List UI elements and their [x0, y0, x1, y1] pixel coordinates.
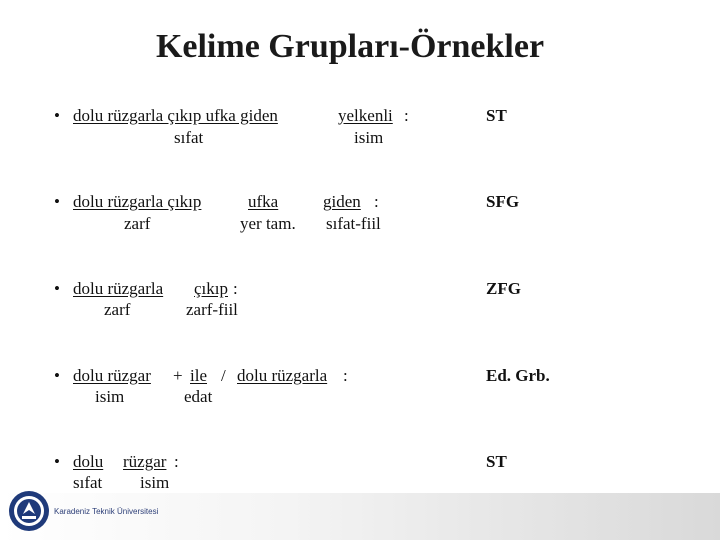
bullet: • — [54, 192, 60, 211]
bullet: • — [54, 452, 60, 471]
phrase-part: dolu rüzgarla — [73, 279, 164, 298]
ktu-seal-icon — [8, 490, 50, 532]
colon: : — [174, 452, 179, 471]
phrase-part: çıkıp — [194, 279, 228, 298]
footer-bar — [0, 493, 720, 540]
pos-label: zarf-fiil — [186, 300, 238, 319]
colon: : — [374, 192, 379, 211]
phrase-part: dolu rüzgar — [73, 366, 151, 385]
pos-label: yer tam. — [240, 214, 296, 233]
phrase-modifier: dolu rüzgarla çıkıp ufka giden — [73, 106, 278, 125]
phrase-head: yelkenli — [338, 106, 393, 125]
group-code: SFG — [486, 192, 520, 211]
pos-label: isim — [354, 128, 384, 147]
phrase-part: dolu — [73, 452, 104, 471]
pos-label: sıfat — [174, 128, 204, 147]
group-code: ST — [486, 106, 507, 125]
bullet: • — [54, 106, 60, 125]
pos-label: sıfat — [73, 473, 103, 492]
group-code: ST — [486, 452, 507, 471]
bullet: • — [54, 366, 60, 385]
colon: : — [404, 106, 409, 125]
plus-sign: + — [173, 366, 183, 385]
colon: : — [233, 279, 238, 298]
colon: : — [343, 366, 348, 385]
group-code: ZFG — [486, 279, 521, 298]
phrase-part: dolu rüzgarla çıkıp — [73, 192, 202, 211]
pos-label: sıfat-fiil — [326, 214, 381, 233]
phrase-part: rüzgar — [123, 452, 167, 471]
phrase-part: ufka — [248, 192, 279, 211]
phrase-part: dolu rüzgarla — [237, 366, 328, 385]
bullet: • — [54, 279, 60, 298]
university-name: Karadeniz Teknik Üniversitesi — [54, 507, 159, 516]
pos-label: zarf — [124, 214, 151, 233]
slash: / — [221, 366, 226, 385]
phrase-part: giden — [323, 192, 361, 211]
pos-label: isim — [95, 387, 125, 406]
pos-label: edat — [184, 387, 213, 406]
slide-title: Kelime Grupları-Örnekler — [155, 28, 545, 65]
group-code: Ed. Grb. — [486, 366, 550, 385]
pos-label: isim — [140, 473, 170, 492]
phrase-part: ile — [190, 366, 207, 385]
pos-label: zarf — [104, 300, 131, 319]
